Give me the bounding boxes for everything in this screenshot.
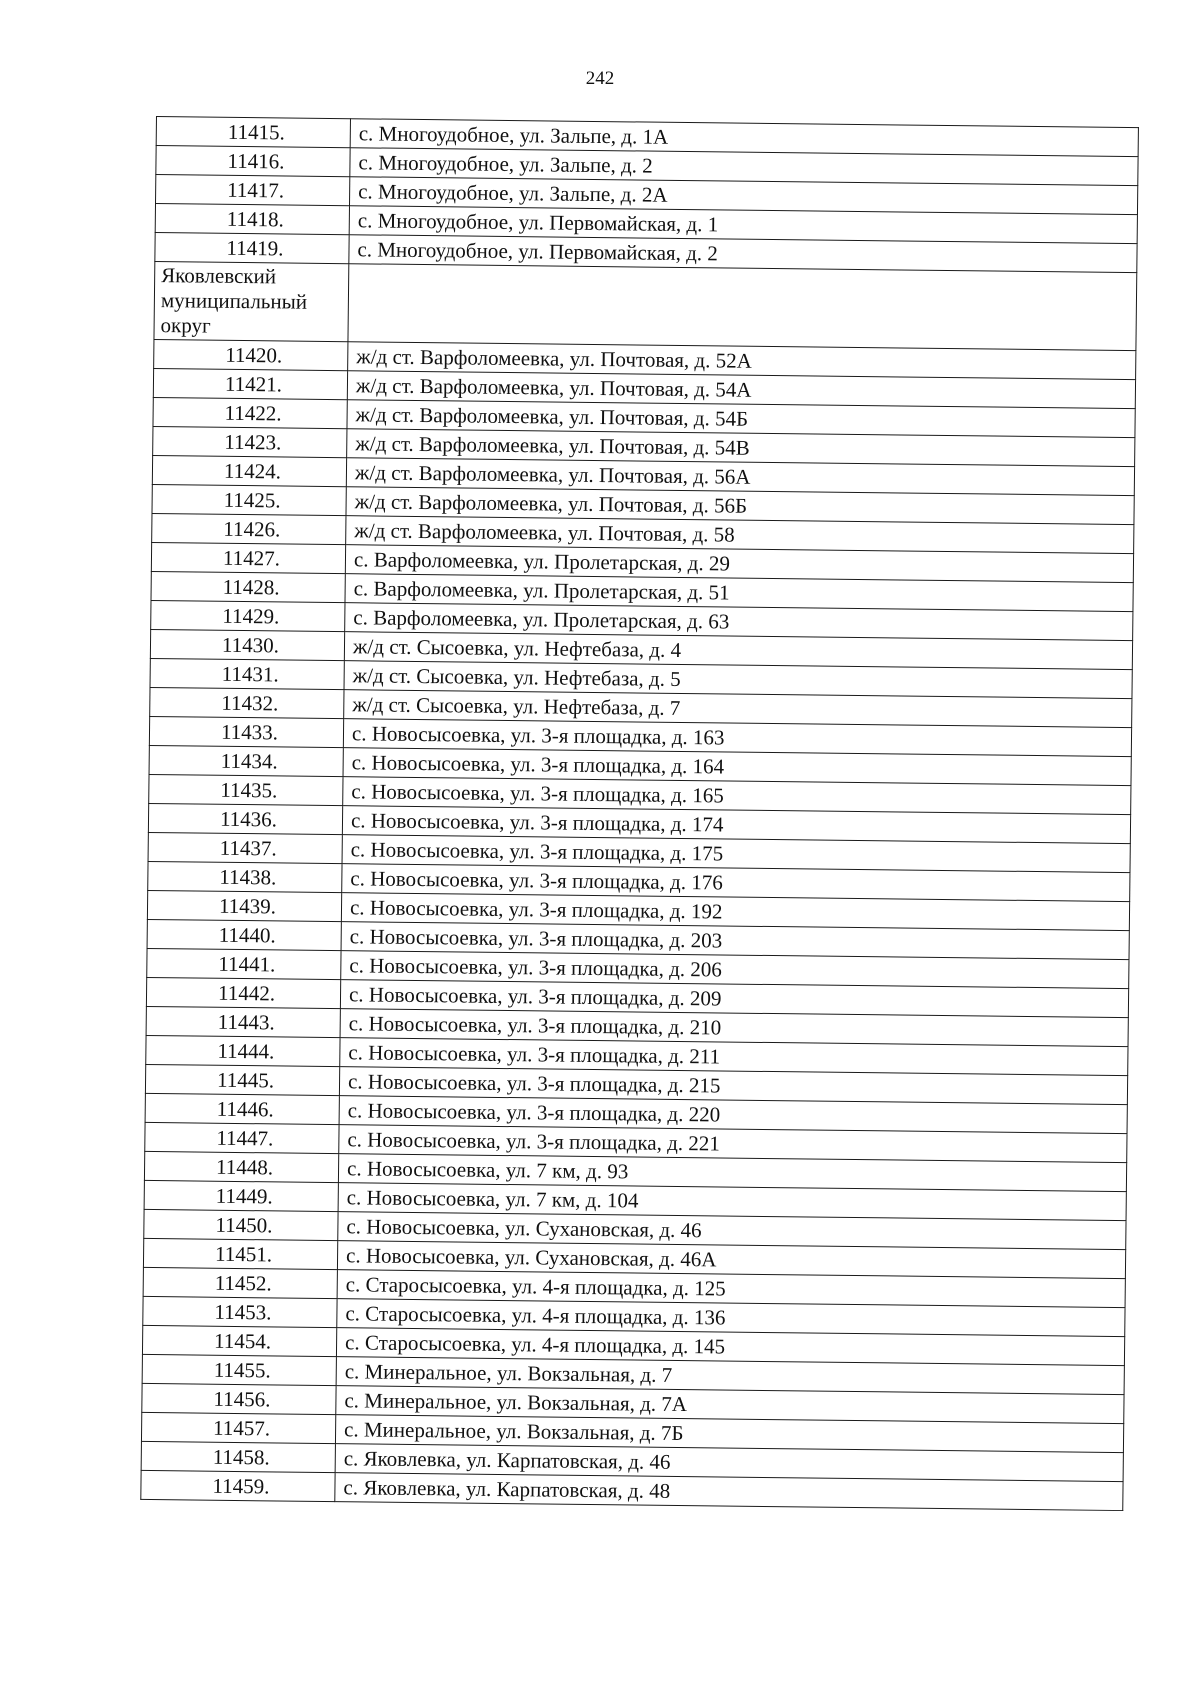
- row-number: 11441.: [147, 948, 341, 979]
- row-number: 11424.: [152, 455, 346, 486]
- row-address: ж/д ст. Варфоломеевка, ул. Почтовая, д. 58: [346, 516, 1134, 554]
- row-address: ж/д ст. Варфоломеевка, ул. Почтовая, д. 52А: [348, 342, 1136, 380]
- row-address: с. Яковлевка, ул. Карпатовская, д. 48: [335, 1473, 1123, 1511]
- row-address: с. Многоудобное, ул. Первомайская, д. 1: [349, 206, 1137, 244]
- row-number: 11431.: [150, 658, 344, 689]
- row-number: 11451.: [143, 1238, 337, 1269]
- district-name-line-1: Яковлевский: [161, 263, 277, 289]
- row-address: ж/д ст. Сысоевка, ул. Нефтебаза, д. 5: [344, 661, 1132, 699]
- row-address: с. Новосысоевка, ул. 3-я площадка, д. 209: [340, 980, 1128, 1018]
- row-number: 11455.: [142, 1354, 336, 1385]
- row-address: с. Новосысоевка, ул. 3-я площадка, д. 174: [342, 806, 1130, 844]
- row-number: 11420.: [154, 339, 348, 370]
- row-address: с. Многоудобное, ул. Зальпе, д. 2: [350, 148, 1138, 186]
- row-address: с. Новосысоевка, ул. 3-я площадка, д. 210: [340, 1009, 1128, 1047]
- row-number: 11438.: [148, 861, 342, 892]
- row-number: 11428.: [151, 571, 345, 602]
- row-address: ж/д ст. Сысоевка, ул. Нефтебаза, д. 4: [344, 632, 1132, 670]
- row-number: 11443.: [146, 1006, 340, 1037]
- page-number: 242: [585, 68, 615, 89]
- row-address: ж/д ст. Варфоломеевка, ул. Почтовая, д. 54Б: [347, 400, 1135, 438]
- row-number: 11432.: [150, 687, 344, 718]
- row-address: с. Новосысоевка, ул. 3-я площадка, д. 175: [342, 835, 1130, 873]
- row-number: 11450.: [144, 1209, 338, 1240]
- row-address: с. Новосысоевка, ул. 3-я площадка, д. 211: [340, 1038, 1128, 1076]
- row-number: 11422.: [153, 397, 347, 428]
- row-address: с. Многоудобное, ул. Первомайская, д. 2: [349, 235, 1137, 273]
- row-address: с. Старосысоевка, ул. 4-я площадка, д. 125: [337, 1270, 1125, 1308]
- row-address: с. Многоудобное, ул. Зальпе, д. 1А: [350, 119, 1138, 157]
- row-number: 11430.: [150, 629, 344, 660]
- district-name-line-2: муниципальный: [160, 288, 308, 314]
- row-address: с. Новосысоевка, ул. 3-я площадка, д. 163: [343, 719, 1131, 757]
- row-address: с. Варфоломеевка, ул. Пролетарская, д. 29: [345, 545, 1133, 583]
- row-number: 11429.: [151, 600, 345, 631]
- row-number: 11437.: [148, 832, 342, 863]
- row-number: 11447.: [145, 1122, 339, 1153]
- row-address: ж/д ст. Варфоломеевка, ул. Почтовая, д. 54А: [347, 371, 1135, 409]
- row-number: 11415.: [156, 117, 350, 148]
- row-address: с. Варфоломеевка, ул. Пролетарская, д. 63: [345, 603, 1133, 641]
- row-address: с. Новосысоевка, ул. 3-я площадка, д. 220: [339, 1096, 1127, 1134]
- row-address: с. Минеральное, ул. Вокзальная, д. 7: [336, 1357, 1124, 1395]
- row-address: с. Новосысоевка, ул. 3-я площадка, д. 203: [341, 922, 1129, 960]
- row-address: с. Новосысоевка, ул. 7 км, д. 93: [338, 1154, 1126, 1192]
- row-number: 11423.: [153, 426, 347, 457]
- row-number: 11458.: [141, 1441, 335, 1472]
- row-address: с. Яковлевка, ул. Карпатовская, д. 46: [335, 1444, 1123, 1482]
- row-number: 11427.: [151, 542, 345, 573]
- row-number: 11417.: [156, 175, 350, 206]
- row-address: ж/д ст. Сысоевка, ул. Нефтебаза, д. 7: [344, 690, 1132, 728]
- row-address: с. Новосысоевка, ул. Сухановская, д. 46А: [337, 1241, 1125, 1279]
- district-empty-cell: [348, 264, 1137, 351]
- row-number: 11436.: [148, 803, 342, 834]
- row-number: 11454.: [142, 1325, 336, 1356]
- row-number: 11449.: [144, 1180, 338, 1211]
- row-number: 11421.: [153, 368, 347, 399]
- row-address: с. Старосысоевка, ул. 4-я площадка, д. 145: [336, 1328, 1124, 1366]
- district-name-cell: [154, 261, 349, 341]
- row-number: 11418.: [155, 204, 349, 235]
- section-heading-row: [154, 261, 1137, 350]
- row-number: 11419.: [155, 232, 349, 263]
- row-number: 11416.: [156, 146, 350, 177]
- row-address: с. Новосысоевка, ул. Сухановская, д. 46: [338, 1212, 1126, 1250]
- row-address: ж/д ст. Варфоломеевка, ул. Почтовая, д. 56Б: [346, 487, 1134, 525]
- row-address: с. Новосысоевка, ул. 3-я площадка, д. 206: [341, 951, 1129, 989]
- row-number: 11446.: [145, 1093, 339, 1124]
- row-address: с. Варфоломеевка, ул. Пролетарская, д. 51: [345, 574, 1133, 612]
- row-number: 11452.: [143, 1267, 337, 1298]
- row-number: 11445.: [145, 1064, 339, 1095]
- row-number: 11457.: [141, 1412, 335, 1443]
- row-number: 11459.: [141, 1470, 335, 1501]
- row-number: 11444.: [146, 1035, 340, 1066]
- row-number: 11453.: [143, 1296, 337, 1327]
- rows-after-section: [141, 339, 1136, 1510]
- row-number: 11442.: [146, 977, 340, 1008]
- row-number: 11435.: [149, 774, 343, 805]
- row-number: 11439.: [147, 890, 341, 921]
- row-address: с. Старосысоевка, ул. 4-я площадка, д. 136: [337, 1299, 1125, 1337]
- row-number: 11433.: [149, 716, 343, 747]
- address-table: [140, 116, 1139, 1511]
- row-address: с. Новосысоевка, ул. 3-я площадка, д. 164: [343, 748, 1131, 786]
- row-address: с. Новосысоевка, ул. 3-я площадка, д. 165: [343, 777, 1131, 815]
- row-number: 11448.: [144, 1151, 338, 1182]
- section-heading-block: [154, 261, 1137, 350]
- row-address: с. Новосысоевка, ул. 3-я площадка, д. 192: [341, 893, 1129, 931]
- row-address: с. Многоудобное, ул. Зальпе, д. 2А: [349, 177, 1137, 215]
- row-number: 11434.: [149, 745, 343, 776]
- row-address: с. Минеральное, ул. Вокзальная, д. 7А: [336, 1386, 1124, 1424]
- row-address: с. Новосысоевка, ул. 3-я площадка, д. 221: [339, 1125, 1127, 1163]
- row-address: с. Минеральное, ул. Вокзальная, д. 7Б: [335, 1415, 1123, 1453]
- row-number: 11425.: [152, 484, 346, 515]
- rows-before-section: [155, 117, 1139, 273]
- row-address: с. Новосысоевка, ул. 3-я площадка, д. 215: [339, 1067, 1127, 1105]
- district-name-line-3: округ: [160, 313, 211, 338]
- row-number: 11440.: [147, 919, 341, 950]
- row-address: ж/д ст. Варфоломеевка, ул. Почтовая, д. 54В: [347, 429, 1135, 467]
- row-address: с. Новосысоевка, ул. 3-я площадка, д. 176: [342, 864, 1130, 902]
- row-address: с. Новосысоевка, ул. 7 км, д. 104: [338, 1183, 1126, 1221]
- row-number: 11456.: [142, 1383, 336, 1414]
- row-number: 11426.: [152, 513, 346, 544]
- row-address: ж/д ст. Варфоломеевка, ул. Почтовая, д. 56А: [346, 458, 1134, 496]
